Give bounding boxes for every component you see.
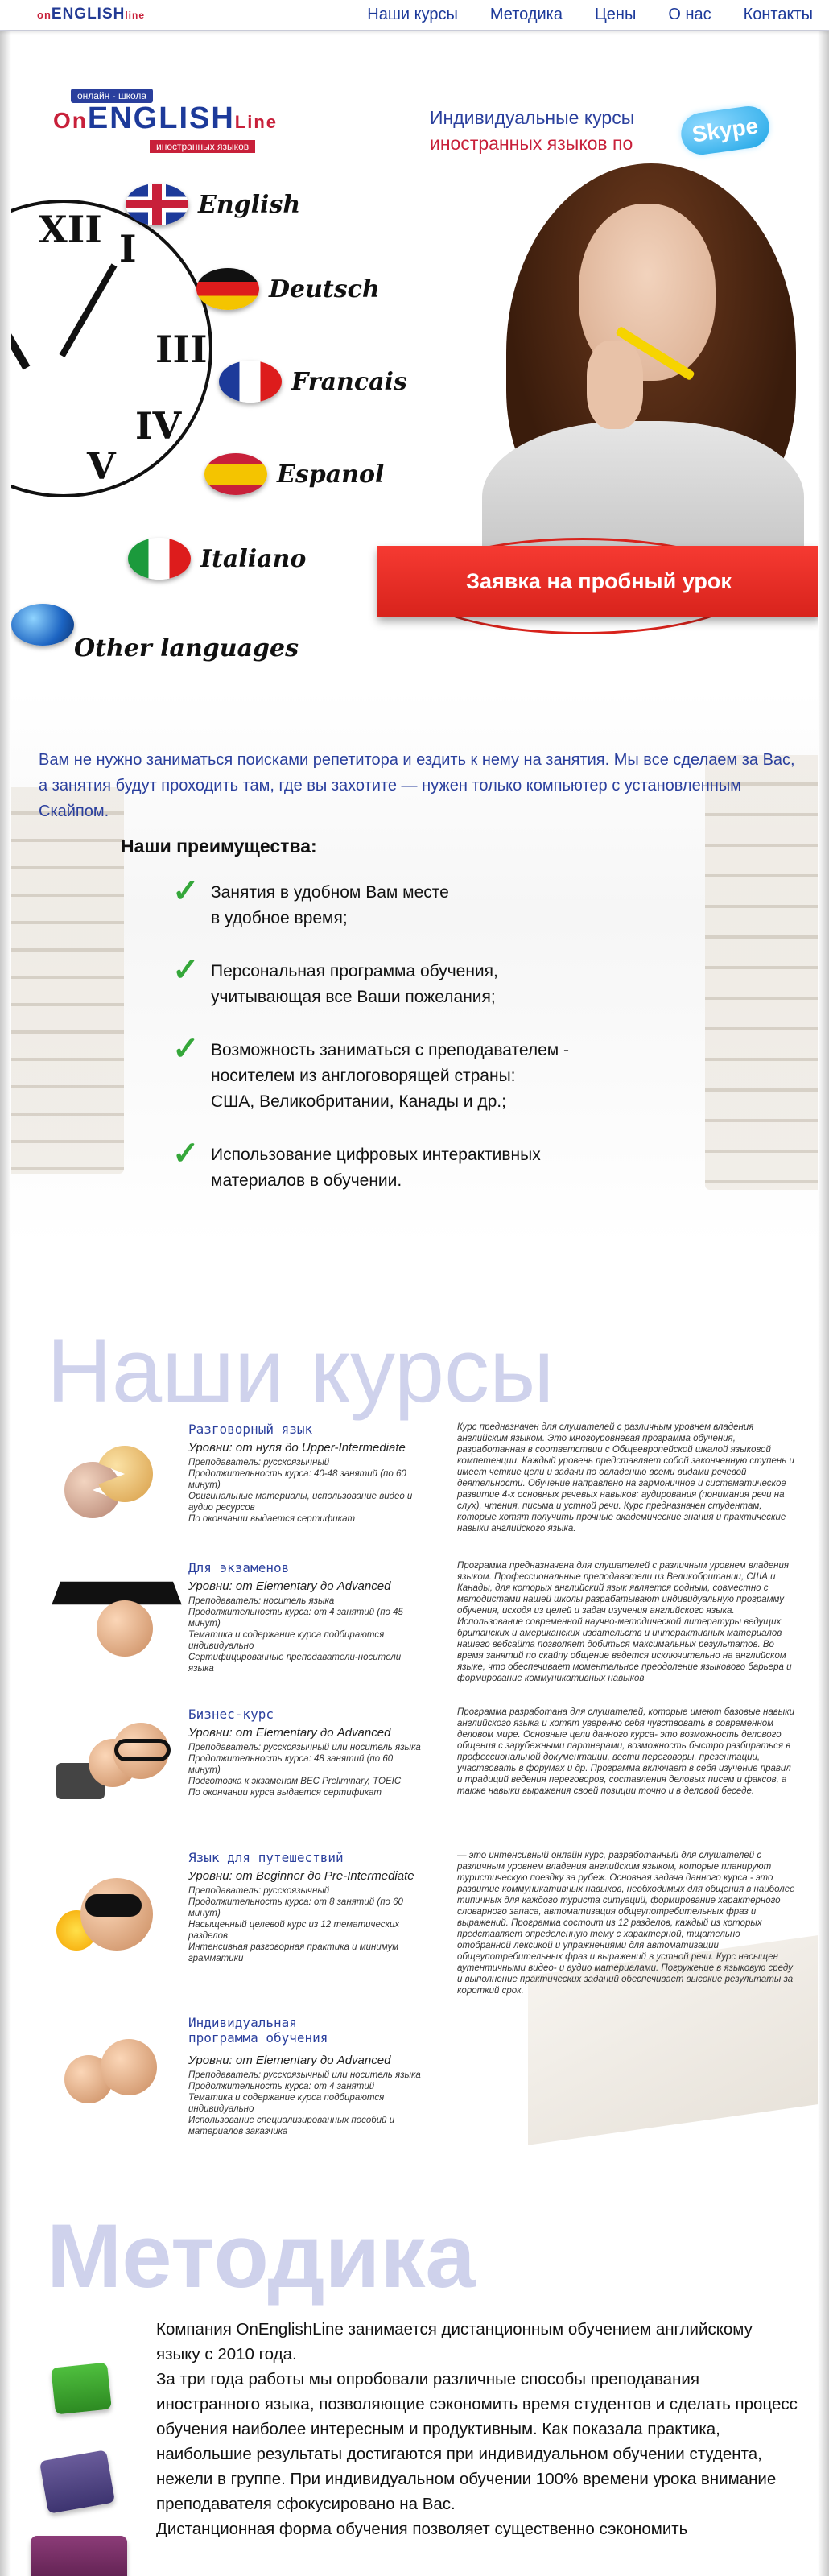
course-meta: [188, 1579, 422, 1674]
method-paragraph: Дистанционная форма обучения позволяет существенно сэкономить: [156, 2520, 688, 2538]
france-flag-icon: [219, 361, 282, 402]
clock-numeral: I: [119, 227, 137, 270]
method-paragraph: За три года работы мы опробовали различные способы преподавания иностранного языка, позволяющие сэкономить время студентов и сделать процесс обучения наиболее интересным и продуктивным. Как показала практика, наибольшие результаты достигаются при индивидуальном обучении студента, нежели в группе. При индивидуальном обучении 100% времени урока внимание преподавателя сфокусировано на Вас.: [156, 2370, 798, 2513]
globe-icon: [11, 604, 74, 646]
checkmark-icon: ✓: [172, 873, 200, 909]
advantage-line: Возможность заниматься с преподавателем -: [211, 1041, 570, 1059]
language-label: English: [198, 190, 301, 219]
course-meta: [188, 1441, 422, 1525]
courses-title: Наши курсы: [47, 1320, 555, 1421]
course-meta: [188, 1726, 422, 1798]
course-card-individual: [47, 2015, 803, 2160]
course-meta-line: По окончании выдается сертификат: [188, 1514, 356, 1524]
course-title[interactable]: Разговорный язык: [188, 1422, 313, 1437]
course-meta-line: Преподаватель: носитель языка: [188, 1596, 335, 1606]
advantage-line: США, Великобритании, Канады и др.;: [211, 1092, 506, 1111]
trial-lesson-button[interactable]: Заявка на пробный урок: [377, 546, 818, 617]
course-title[interactable]: Бизнес-курс: [188, 1707, 274, 1722]
course-level: Уровни: от Elementary до Advanced: [188, 2054, 391, 2067]
course-meta-line: Продолжительность курса: от 4 занятий: [188, 2082, 375, 2091]
advantage-item: [172, 1136, 687, 1194]
page-shadow-right: [818, 31, 829, 2576]
course-level: Уровни: от нуля до Upper-Intermediate: [188, 1441, 406, 1455]
advantage-line: Занятия в удобном Вам месте: [211, 883, 449, 902]
advantage-item: [172, 1031, 687, 1115]
logo-tagline: иностранных языков: [150, 140, 255, 153]
head-ball-icon: [97, 1600, 153, 1657]
language-label: Francais: [291, 367, 407, 396]
logo-wordmark: [53, 101, 278, 136]
glasses-icon: [114, 1739, 171, 1761]
language-english[interactable]: [126, 184, 300, 225]
logo-wordmark-line: Line: [234, 112, 278, 132]
course-title[interactable]: Для экзаменов: [188, 1560, 290, 1575]
course-meta-line: Насыщенный целевой курс из 12 тематических разделов: [188, 1920, 400, 1941]
advantage-item: [172, 952, 687, 1010]
course-meta-line: Оригинальные материалы, использование видео и аудио ресурсов: [188, 1492, 413, 1513]
course-meta-line: Продолжительность курса: 48 занятий (по 60 минут): [188, 1754, 394, 1775]
course-title[interactable]: Индивидуальная программа обучения: [188, 2015, 328, 2046]
course-card-exams: [47, 1560, 803, 1705]
top-navbar: [0, 0, 829, 31]
logo-on: on: [37, 9, 52, 21]
method-title: Методика: [47, 2206, 476, 2306]
pacman-heads-icon: [56, 1438, 169, 1526]
individual-heads-icon: [56, 2031, 169, 2120]
course-meta-line: Сертифицированные преподаватели-носители языка: [188, 1653, 402, 1674]
uk-flag-icon: [126, 184, 188, 225]
skype-logo-icon: Skype: [678, 104, 772, 158]
course-level: Уровни: от Beginner до Pre-Intermediate: [188, 1869, 414, 1883]
course-card-conversation: [47, 1422, 803, 1567]
clock-hand: [11, 299, 30, 369]
checkmark-icon: ✓: [172, 952, 200, 988]
advantages-intro: Вам не нужно заниматься поисками репетитора и ездить к нему на занятия. Мы все сделаем за Вас, а занятия будут проходить там, где вы захотите — нужен только компьютер с установленным Скайпом.: [39, 751, 795, 820]
page-shadow-left: [0, 31, 11, 2576]
course-meta: [188, 1869, 422, 1964]
advantages-list: [172, 873, 687, 1221]
nav-courses[interactable]: Наши курсы: [367, 5, 458, 23]
course-description: Программа предназначена для слушателей с различным уровнем владения языком. Профессиональные преподаватели из Великобритании, США и Канады, для которых английский язык является родным, совместно с методистами нашей школы разрабатывают индивидуальную программу обучения, исходя из целей и задач изучения английского языка. Использование современной научно-методической литературы ведущих британских и американских издательств и интерактивных материалов нашего вебсайта позволяет добиться максимальных результатов. Во время занятий по скайпу общение ведется исключительно на английском языке, что обеспечивает моментальное преодоление языкового барьера и формирование коммуникативных навыков: [457, 1561, 792, 1683]
advantage-line: Персональная программа обучения,: [211, 962, 498, 980]
language-label: Italiano: [200, 544, 307, 573]
checkmark-icon: ✓: [172, 1031, 200, 1067]
course-meta-line: Тематика и содержание курса подбираются индивидуально: [188, 1630, 385, 1651]
course-meta-line: Преподаватель: русскоязычный или носитель языка: [188, 1743, 421, 1752]
language-label: Other languages: [74, 634, 299, 663]
course-meta-line: Использование специализированных пособий и материалов заказчика: [188, 2116, 395, 2136]
magenta-bag-icon: [31, 2536, 127, 2576]
course-meta-line: Продолжительность курса: 40-48 занятий (по 60 минут): [188, 1469, 406, 1490]
clock-numeral: IV: [135, 404, 182, 448]
course-meta-line: Подготовка к экзаменам BEC Preliminary, TOEIC: [188, 1777, 402, 1786]
language-spanish[interactable]: [204, 453, 384, 495]
advantage-line: Использование цифровых интерактивных: [211, 1146, 541, 1164]
language-french[interactable]: [219, 361, 407, 402]
sunglasses-icon: [85, 1894, 142, 1917]
clock-numeral: XII: [39, 208, 102, 251]
advantages-section: [11, 691, 818, 1246]
course-title[interactable]: Язык для путешествий: [188, 1850, 344, 1865]
spain-flag-icon: [204, 453, 267, 495]
course-level: Уровни: от Elementary до Advanced: [188, 1579, 391, 1593]
course-meta: [188, 2054, 422, 2137]
hero-headline-line2: иностранных языков по: [430, 133, 633, 154]
course-meta-line: Интенсивная разговорная практика и минимум грамматики: [188, 1942, 399, 1963]
language-italian[interactable]: [128, 538, 306, 580]
language-other[interactable]: [11, 586, 299, 663]
nav-contacts[interactable]: Контакты: [743, 5, 813, 23]
germany-flag-icon: [196, 268, 259, 310]
green-bag-icon: [51, 2363, 112, 2415]
courses-section: [11, 1246, 818, 2172]
clock-icon: [11, 200, 212, 497]
main-nav: [335, 0, 813, 29]
course-card-travel: [47, 1850, 803, 1995]
advantages-title: Наши преимущества:: [121, 836, 317, 857]
travel-heads-icon: [56, 1866, 169, 1955]
nav-method[interactable]: Методика: [489, 5, 563, 23]
course-meta-line: Преподаватель: русскоязычный: [188, 1886, 330, 1896]
hero-headline-line1: Индивидуальные курсы: [430, 107, 635, 128]
logo-small[interactable]: [37, 6, 145, 23]
language-label: Deutsch: [269, 275, 380, 303]
course-meta-line: Преподаватель: русскоязычный или носитель языка: [188, 2070, 421, 2080]
hero-section: [11, 31, 818, 691]
hero-headline: [430, 105, 634, 156]
graduate-head-icon: [56, 1576, 169, 1665]
language-german[interactable]: [196, 268, 380, 310]
course-meta-line: Продолжительность курса: от 4 занятий (по 45 минут): [188, 1608, 403, 1629]
course-meta-line: По окончании курса выдается сертификат: [188, 1788, 382, 1798]
method-section: [11, 2172, 818, 2576]
purple-bag-icon: [39, 2450, 115, 2514]
photo-hand: [587, 341, 643, 429]
italy-flag-icon: [128, 538, 191, 580]
nav-about[interactable]: О нас: [668, 5, 711, 23]
advantage-line: материалов в обучении.: [211, 1171, 402, 1190]
logo-english: ENGLISH: [51, 6, 126, 23]
course-card-business: [47, 1707, 803, 1852]
course-description: Программа разработана для слушателей, которые имеют базовые навыки английского языка и хотят уверенно себя чувствовать в современном деловом мире. Основные цели данного курса- это возможность делового общения с зарубежными партнерами, возможность быстро разбираться в профессиональной документации, вести переговоры, презентации, участвовать в форумах и др. Программа включает в себя изучение правил и традиций ведения переговоров, составления деловых писем и факсов, а также навыки выражения своей позиции точно и в деловой беседе.: [457, 1707, 795, 1796]
logo-large[interactable]: [53, 89, 319, 157]
hero-photo-woman: [474, 155, 812, 590]
advantage-line: носителем из англоговорящей страны:: [211, 1067, 516, 1085]
clock-hand: [60, 263, 118, 357]
method-text: [156, 2317, 800, 2541]
logo-wordmark-english: ENGLISH: [87, 101, 235, 135]
advantage-line: в удобное время;: [211, 909, 348, 927]
advantage-item: [172, 873, 687, 931]
course-meta-line: Преподаватель: русскоязычный: [188, 1458, 330, 1468]
course-level: Уровни: от Elementary до Advanced: [188, 1726, 391, 1740]
language-label: Espanol: [277, 460, 385, 489]
book-stack-left-decoration: [11, 787, 124, 1174]
logo-line: line: [125, 10, 146, 21]
head-ball-icon: [101, 2039, 157, 2095]
clock-numeral: V: [87, 444, 116, 488]
method-paragraph: Компания OnEnglishLine занимается дистанционным обучением английскому языку с 2010 года.: [156, 2320, 753, 2363]
course-meta-line: Тематика и содержание курса подбираются индивидуально: [188, 2093, 385, 2114]
course-description: — это интенсивный онлайн курс, разработанный для слушателей с различным уровнем владения английским языком, которые планируют туристическую поездку за рубеж. Основная задача данного курса - это развитие коммуникативных навыков, необходимых для общения в наиболее типичных для каждого туриста ситуаций, формирование характерного словарного запаса, автоматизация общеупотребительных фраз и выражений. Программа состоит из 12 разделов, каждый из которых представляет определенную тему с характерной, тщательно отобранной лексикой и упражнениями для автоматизации общеупотребительных фраз и выражений в устной речи. Курс насыщен аутентичными видео- и аудио материалами. Погружение в языковую среду и выполнение практических заданий обеспечивает высокие результаты за короткий срок.: [457, 1851, 795, 1996]
logo-wordmark-on: On: [53, 108, 88, 133]
checkmark-icon: ✓: [172, 1136, 200, 1171]
business-heads-icon: [56, 1723, 169, 1811]
clock-numeral: III: [155, 328, 208, 371]
course-description: Курс предназначен для слушателей с различным уровнем владения английским языком. Это многоуровневая программа обучения, разработанная в соответствии с Общеевропейской шкалой языковой компетенции. Каждый уровень представляет собой законченную ступень и имеет четкие цели и задачи по овладению всеми видами речевой деятельности. Обучение направлено на гармоничное и систематическое развитие 4-х основных речевых навыков: аудирования (понимания речи на слух), чтения, письма и устной речи. Курс предназначен студентам, которые хотят получить прочные академические знания и практические навыки английского языка.: [457, 1422, 794, 1534]
course-meta-line: Продолжительность курса: от 8 занятий (по 60 минут): [188, 1897, 403, 1918]
logo-school-label: онлайн - школа: [71, 89, 153, 103]
advantage-line: учитывающая все Ваши пожелания;: [211, 988, 496, 1006]
nav-prices[interactable]: Цены: [594, 5, 637, 23]
